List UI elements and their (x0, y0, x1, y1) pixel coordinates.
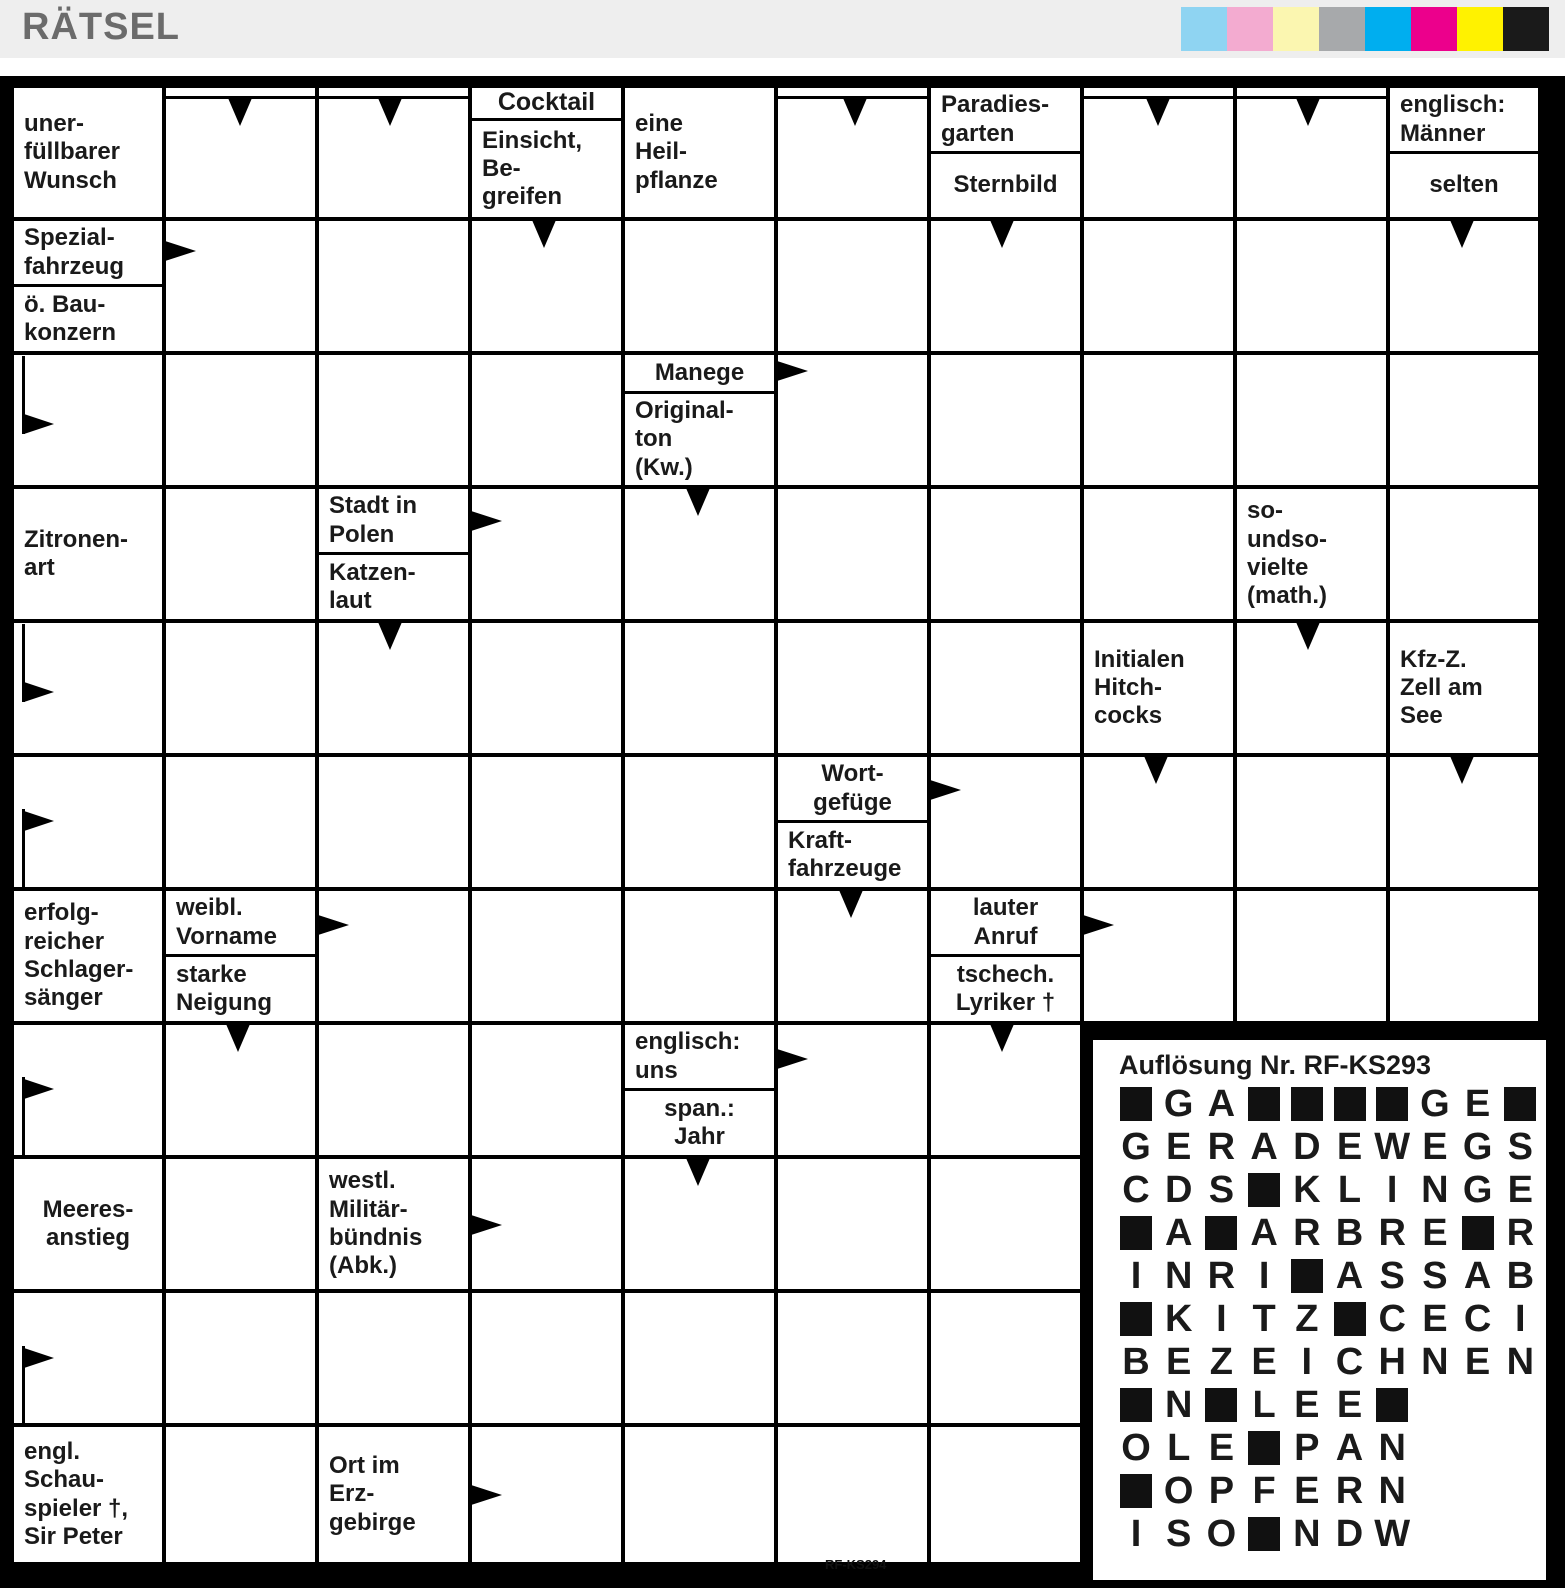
solution-letter: P (1208, 1470, 1235, 1512)
color-calibration-bar (1181, 7, 1549, 51)
clue-text: westl. Militär- bündnis (Abk.) (329, 1167, 423, 1280)
grid-cell[interactable] (319, 355, 468, 485)
grid-cell[interactable] (931, 355, 1080, 485)
solution-letter: E (1464, 1341, 1491, 1383)
arrow-down-icon (1296, 622, 1320, 650)
solution-letter: R (1293, 1212, 1321, 1254)
solution-letter: B (1335, 1212, 1364, 1254)
solution-block (1504, 1087, 1536, 1121)
solution-block (1248, 1173, 1280, 1207)
clue-text: Stadt in Polen (329, 492, 417, 548)
solution-letter: I (1130, 1513, 1142, 1555)
grid-cell[interactable] (625, 1427, 774, 1562)
arrow-right-icon (315, 914, 349, 936)
solution-letter: G (1462, 1169, 1493, 1211)
solution-letter: S (1379, 1255, 1405, 1297)
arrow-right-icon (774, 360, 808, 382)
clue-text: englisch: Männer (1400, 91, 1506, 147)
solution-block (1120, 1302, 1152, 1336)
solution-letter: K (1293, 1169, 1321, 1211)
solution-letter: A (1250, 1126, 1278, 1168)
grid-cell[interactable] (931, 1293, 1080, 1423)
grid-cell[interactable] (625, 623, 774, 753)
arrow-right-icon (774, 1048, 808, 1070)
solution-letter: T (1252, 1298, 1276, 1340)
arrow-down-icon (1144, 756, 1168, 784)
arrow-right-icon (468, 510, 502, 532)
solution-letter: R (1506, 1212, 1535, 1254)
arrow-right-icon (162, 240, 196, 262)
solution-letter: L (1252, 1384, 1276, 1426)
clue-text: Initialen Hitch- cocks (1094, 645, 1185, 730)
solution-letter: E (1166, 1341, 1192, 1383)
solution-letter: R (1335, 1470, 1364, 1512)
solution-letter: E (1422, 1298, 1448, 1340)
grid-cell[interactable] (472, 757, 621, 887)
clue-text: erfolg- reicher Schlager- sänger (24, 899, 134, 1012)
solution-block (1248, 1087, 1280, 1121)
grid-cell[interactable] (778, 1427, 927, 1562)
solution-block (1248, 1431, 1280, 1465)
solution-letter: L (1167, 1427, 1191, 1469)
grid-cell[interactable] (931, 757, 1080, 887)
color-swatch (1365, 7, 1411, 51)
grid-cell[interactable] (625, 1293, 774, 1423)
clue-text: Kraft- fahrzeuge (788, 826, 902, 882)
solution-letter: E (1464, 1083, 1491, 1125)
solution-letter: C (1335, 1341, 1364, 1383)
solution-block (1334, 1302, 1366, 1336)
solution-letter: R (1207, 1255, 1236, 1297)
solution-letter: C (1122, 1169, 1150, 1211)
arrow-down-icon (228, 98, 252, 126)
solution-letter: O (1121, 1427, 1151, 1469)
arrow-down-icon (839, 890, 863, 918)
clue-text: ö. Bau- konzern (24, 290, 117, 346)
grid-cell[interactable] (472, 891, 621, 1021)
solution-letter: E (1294, 1384, 1320, 1426)
color-swatch (1181, 7, 1227, 51)
clue-text: starke Neigung (176, 960, 272, 1016)
grid-cell[interactable] (319, 757, 468, 887)
arrow-right-icon (927, 779, 961, 801)
clue-text: uner- füllbarer Wunsch (24, 110, 121, 194)
color-swatch (1319, 7, 1365, 51)
clue-text: span.: Jahr (664, 1094, 735, 1150)
clue-text: lauter Anruf (972, 894, 1039, 950)
solution-letter: R (1207, 1126, 1236, 1168)
arrow-down-icon (990, 1024, 1014, 1052)
clue-text: eine Heil- pflanze (635, 110, 718, 194)
grid-cell[interactable] (319, 1025, 468, 1155)
grid-cell[interactable] (778, 1159, 927, 1289)
solution-panel (1093, 1040, 1546, 1580)
grid-cell[interactable] (931, 1159, 1080, 1289)
solution-letter: A (1164, 1212, 1193, 1254)
color-swatch (1411, 7, 1457, 51)
clue-text: Einsicht, Be- greifen (482, 126, 583, 211)
grid-cell[interactable] (1237, 891, 1386, 1021)
solution-letter: E (1251, 1341, 1277, 1383)
grid-cell[interactable] (1084, 891, 1233, 1021)
solution-letter: Z (1295, 1298, 1319, 1340)
solution-block (1462, 1216, 1494, 1250)
grid-cell[interactable] (166, 757, 315, 887)
arrow-right-icon (468, 1484, 502, 1506)
grid-cell[interactable] (1390, 355, 1538, 485)
clue-text: so- undso- vielte (math.) (1247, 497, 1327, 610)
grid-cell[interactable] (931, 1427, 1080, 1562)
grid-cell[interactable] (166, 1159, 315, 1289)
clue-text: Spezial- fahrzeug (24, 224, 125, 280)
solution-letter: P (1294, 1427, 1320, 1469)
solution-letter: O (1206, 1513, 1237, 1555)
flag-arrow-icon (24, 1079, 54, 1099)
page-title: RÄTSEL (22, 6, 180, 48)
solution-block (1120, 1087, 1152, 1121)
clue-text: engl. Schau- spieler †, Sir Peter (24, 1437, 129, 1550)
grid-cell[interactable] (166, 1427, 315, 1562)
arrow-down-icon (686, 1158, 710, 1186)
solution-block (1248, 1517, 1280, 1551)
clue-text: Kfz-Z. Zell am See (1400, 645, 1483, 730)
solution-letter: A (1335, 1427, 1364, 1469)
solution-letter: E (1336, 1384, 1363, 1426)
arrow-down-icon (686, 488, 710, 516)
grid-cell[interactable] (625, 891, 774, 1021)
grid-cell[interactable] (472, 489, 621, 619)
solution-title: Auflösung Nr. RF-KS293 (1119, 1050, 1432, 1080)
grid-cell[interactable] (1237, 757, 1386, 887)
grid-cell[interactable] (778, 221, 927, 351)
solution-letter: I (1515, 1298, 1526, 1340)
clue-text: englisch: uns (635, 1028, 741, 1084)
grid-cell[interactable] (1084, 221, 1233, 351)
solution-letter: E (1507, 1169, 1533, 1211)
arrow-down-icon (378, 622, 402, 650)
grid-cell[interactable] (625, 221, 774, 351)
arrow-down-icon (378, 98, 402, 126)
color-swatch (1457, 7, 1503, 51)
solution-letter: E (1166, 1126, 1192, 1168)
solution-letter: N (1293, 1513, 1321, 1555)
grid-cell[interactable] (319, 1293, 468, 1423)
clue-text: Ort im Erz- gebirge (329, 1452, 416, 1536)
grid-cell[interactable] (1084, 489, 1233, 619)
solution-letter: D (1335, 1513, 1364, 1555)
solution-letter: L (1337, 1169, 1362, 1211)
solution-letter: N (1421, 1341, 1449, 1383)
solution-letter: W (1374, 1126, 1411, 1168)
solution-letter: D (1164, 1169, 1193, 1211)
flag-arrow-icon (24, 811, 54, 831)
solution-letter: I (1130, 1255, 1142, 1297)
clue-text: Meeres- anstieg (42, 1195, 134, 1251)
clue-text: Wort- gefüge (813, 760, 892, 816)
arrow-down-icon (843, 98, 867, 126)
solution-letter: E (1422, 1212, 1448, 1254)
solution-letter: B (1122, 1341, 1150, 1383)
header-bar (0, 0, 1565, 58)
grid-cell[interactable] (472, 1293, 621, 1423)
clue-text: Zitronen- art (24, 525, 128, 581)
solution-letter: N (1164, 1255, 1193, 1297)
grid-cell[interactable] (319, 221, 468, 351)
clue-text: Sternbild (953, 171, 1058, 199)
clue-text: selten (1429, 171, 1499, 199)
grid-cell[interactable] (472, 355, 621, 485)
arrow-down-icon (226, 1024, 250, 1052)
arrow-down-icon (532, 220, 556, 248)
arrow-down-icon (1146, 98, 1170, 126)
grid-cell[interactable] (778, 1025, 927, 1155)
solution-letter: N (1378, 1427, 1406, 1469)
solution-letter: N (1421, 1169, 1449, 1211)
solution-letter: W (1374, 1513, 1411, 1555)
solution-letter: S (1208, 1169, 1235, 1211)
grid-cell[interactable] (778, 1293, 927, 1423)
grid-cell[interactable] (319, 891, 468, 1021)
arrow-right-icon (468, 1214, 502, 1236)
solution-block (1120, 1474, 1152, 1508)
clue-text: Katzen- laut (329, 558, 416, 614)
grid-cell[interactable] (1390, 489, 1538, 619)
arrow-down-icon (1450, 756, 1474, 784)
grid-cell[interactable] (1237, 221, 1386, 351)
clue-text: Cocktail (497, 88, 596, 117)
grid-cell[interactable] (1390, 891, 1538, 1021)
grid-cell[interactable] (778, 623, 927, 753)
solution-letter: G (1121, 1126, 1151, 1168)
solution-letter: D (1293, 1126, 1321, 1168)
grid-cell[interactable] (625, 757, 774, 887)
grid-cell[interactable] (166, 489, 315, 619)
solution-letter: N (1164, 1384, 1193, 1426)
solution-letter: S (1166, 1513, 1192, 1555)
solution-block (1205, 1388, 1237, 1422)
grid-cell[interactable] (472, 1025, 621, 1155)
solution-letter: I (1301, 1341, 1313, 1383)
solution-letter: S (1507, 1126, 1533, 1168)
clue-text: Paradies- garten (941, 91, 1050, 147)
solution-letter: E (1294, 1470, 1320, 1512)
solution-block (1205, 1216, 1237, 1250)
solution-letter: G (1163, 1083, 1194, 1125)
grid-cell[interactable] (931, 489, 1080, 619)
grid-cell[interactable] (1237, 355, 1386, 485)
arrow-down-icon (1450, 220, 1474, 248)
grid-cell[interactable] (166, 1293, 315, 1423)
color-swatch (1503, 7, 1549, 51)
solution-block (1120, 1388, 1152, 1422)
solution-letter: C (1463, 1298, 1492, 1340)
solution-letter: B (1506, 1255, 1535, 1297)
solution-letter: A (1250, 1212, 1278, 1254)
solution-block (1376, 1087, 1408, 1121)
puzzle-code: RF-KS294 (825, 1557, 887, 1572)
color-swatch (1273, 7, 1319, 51)
arrow-down-icon (990, 220, 1014, 248)
grid-cell[interactable] (472, 623, 621, 753)
clue-text: Original- ton (Kw.) (635, 397, 734, 481)
arrow-right-icon (1080, 914, 1114, 936)
solution-block (1334, 1087, 1366, 1121)
solution-letter: E (1422, 1126, 1448, 1168)
flag-arrow-icon (24, 1348, 54, 1368)
grid-cell[interactable] (166, 355, 315, 485)
arrow-down-icon (1296, 98, 1320, 126)
clue-text: weibl. Vorname (176, 894, 277, 950)
solution-letter: A (1463, 1255, 1492, 1297)
solution-letter: E (1336, 1126, 1363, 1168)
solution-letter: O (1163, 1470, 1194, 1512)
solution-block (1291, 1087, 1323, 1121)
color-swatch (1227, 7, 1273, 51)
grid-cell[interactable] (931, 623, 1080, 753)
clue-text: Manege (654, 358, 745, 386)
solution-letter: A (1335, 1255, 1364, 1297)
solution-letter: Z (1209, 1341, 1233, 1383)
solution-letter: R (1378, 1212, 1406, 1254)
grid-cell[interactable] (166, 623, 315, 753)
solution-letter: N (1506, 1341, 1535, 1383)
solution-letter: I (1216, 1298, 1227, 1340)
solution-letter: K (1164, 1298, 1193, 1340)
solution-block (1291, 1259, 1323, 1293)
flag-arrow-icon (24, 414, 54, 434)
solution-letter: F (1252, 1470, 1276, 1512)
solution-letter: S (1422, 1255, 1448, 1297)
solution-letter: I (1386, 1169, 1398, 1211)
solution-letter: N (1378, 1470, 1406, 1512)
solution-letter: H (1378, 1341, 1406, 1383)
solution-letter: G (1420, 1083, 1450, 1125)
solution-letter: G (1462, 1126, 1493, 1168)
grid-cell[interactable] (778, 489, 927, 619)
solution-block (1120, 1216, 1152, 1250)
flag-arrow-icon (24, 682, 54, 702)
solution-letter: E (1208, 1427, 1235, 1469)
solution-letter: I (1258, 1255, 1270, 1297)
clue-text: tschech. Lyriker † (955, 960, 1056, 1016)
solution-block (1376, 1388, 1408, 1422)
solution-letter: A (1207, 1083, 1236, 1125)
grid-cell[interactable] (1084, 355, 1233, 485)
solution-letter: C (1378, 1298, 1406, 1340)
